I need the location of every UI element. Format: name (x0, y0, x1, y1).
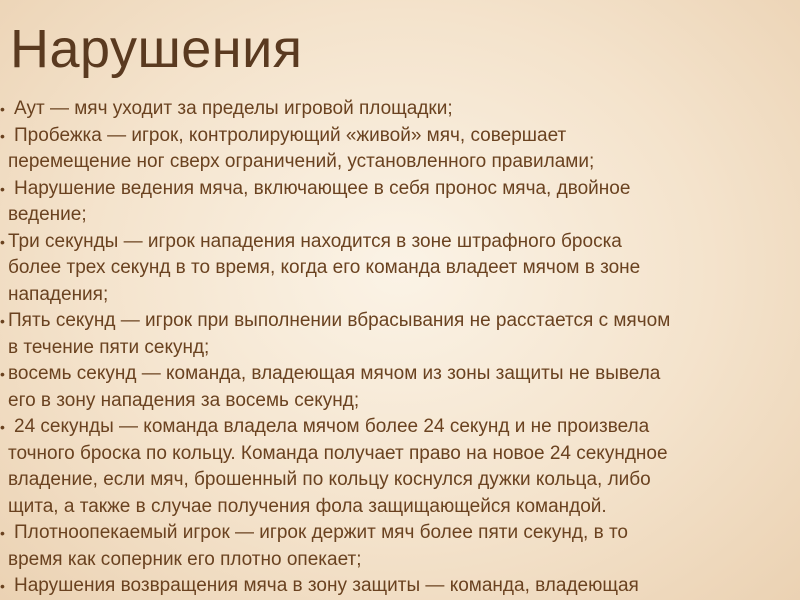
bullet-text-line: время как соперник его плотно опекает; (8, 548, 362, 570)
bullet-item (0, 573, 790, 600)
bullet-text-line: Нарушения возвращения мяча в зону защиты — команда, владеющая (14, 575, 639, 596)
bullet-text-line: владение, если мяч, брошенный по кольцу коснулся дужки кольца, либо (8, 469, 651, 490)
bullet-text-line: Нарушение ведения мяча, включающее в себя пронос мяча, двойное (14, 177, 631, 199)
bullet-marker: • (0, 233, 5, 250)
bullet-text-line: восемь секунд — команда, владеющая мячом из зоны защиты не вывела (8, 363, 661, 384)
bullet-item (0, 308, 790, 361)
bullet-item (0, 414, 790, 520)
bullet-text-line: точного броска по кольцу. Команда получает право на новое 24 секундное (8, 442, 668, 464)
bullet-text-line: перемещение ног сверх ограничений, установленного правилами; (8, 151, 595, 172)
bullet-text-line: Плотноопекаемый игрок — игрок держит мяч более пяти секунд, в то (14, 522, 628, 543)
bullet-text-line: Три секунды — игрок нападения находится в зоне штрафного броска (8, 230, 622, 252)
bullet-item (0, 229, 790, 309)
bullet-item (0, 361, 790, 414)
bullet-marker: • (0, 578, 5, 594)
bullet-text-line: нападения; (8, 283, 109, 305)
bullet-marker: • (0, 366, 5, 382)
bullet-item (0, 176, 790, 229)
bullet-marker: • (0, 313, 5, 329)
bullet-marker: • (0, 101, 5, 117)
slide-title: Нарушения (10, 19, 303, 79)
bullet-text-line: щита, а также в случае получения фола защищающейся командой. (8, 495, 607, 517)
bullet-marker: • (0, 525, 5, 541)
bullet-marker: • (0, 419, 5, 435)
bullet-item (0, 123, 790, 176)
bullet-item (0, 96, 790, 123)
bullet-marker: • (0, 180, 5, 197)
bullet-text-line: Пробежка — игрок, контролирующий «живой» мяч, совершает (14, 124, 567, 146)
bullet-list (0, 96, 790, 600)
bullet-text-line: более трех секунд в то время, когда его команда владеет мячом в зоне (8, 257, 641, 278)
bullet-item (0, 520, 790, 573)
bullet-text-line: его в зону нападения за восемь секунд; (8, 389, 360, 411)
bullet-text-line: Аут — мяч уходит за пределы игровой площадки; (14, 98, 453, 119)
bullet-text-line: Пять секунд — игрок при выполнении вбрасывания не расстается с мячом (8, 310, 671, 331)
bullet-text-line: в течение пяти секунд; (8, 336, 210, 358)
bullet-text-line: 24 секунды — команда владела мячом более 24 секунд и не произвела (14, 416, 650, 437)
bullet-text-line: ведение; (8, 204, 87, 225)
bullet-marker: • (0, 127, 5, 144)
